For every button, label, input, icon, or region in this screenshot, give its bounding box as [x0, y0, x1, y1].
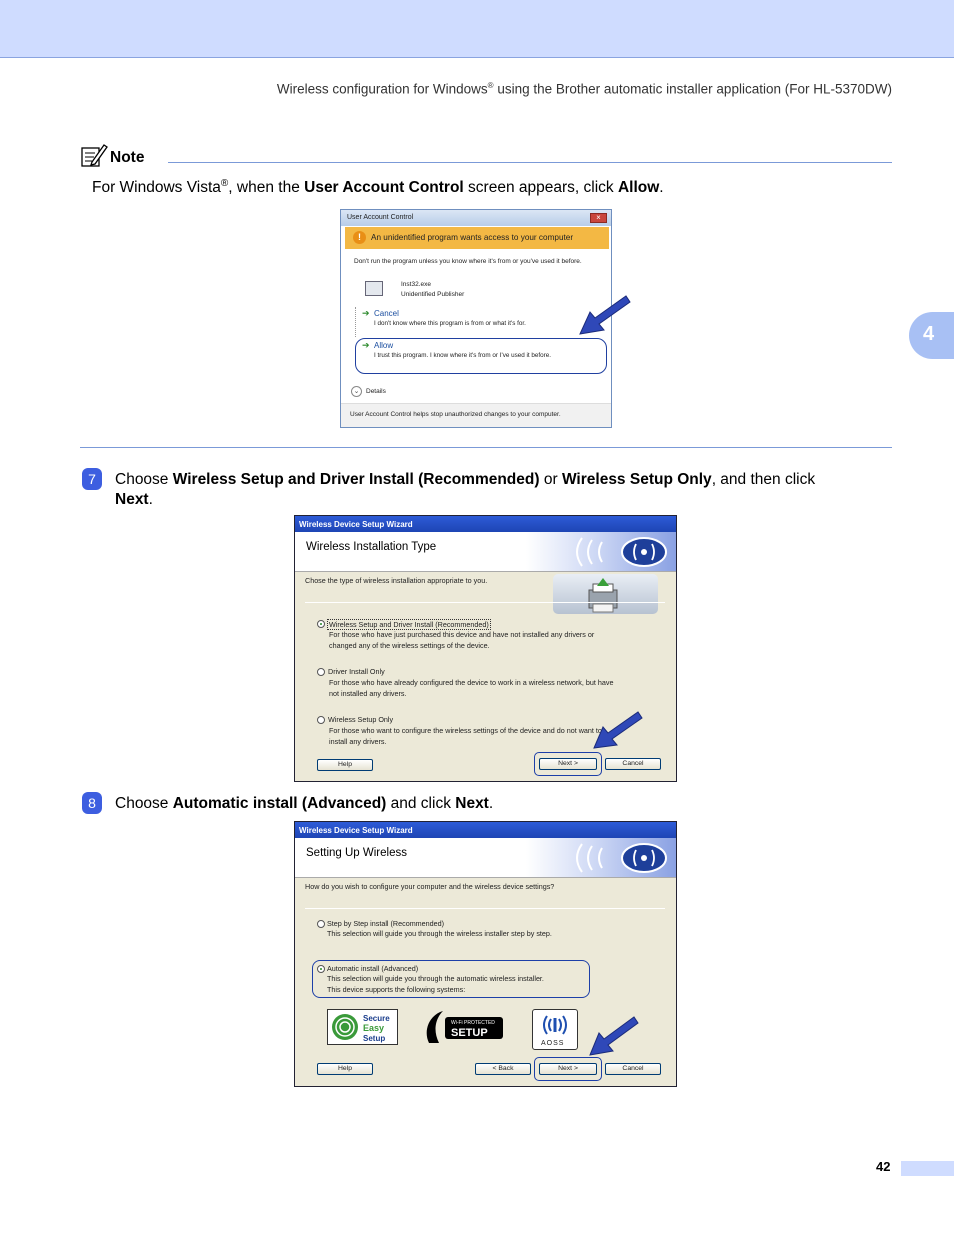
step-8-text: Choose Automatic install (Advanced) and click Next.	[115, 795, 494, 812]
cancel-button[interactable]: Cancel	[605, 758, 661, 770]
program-name: Inst32.exe	[401, 281, 431, 288]
note-end-divider	[80, 447, 892, 448]
uac-footer	[341, 403, 611, 427]
uac-cancel-option[interactable]	[355, 307, 607, 337]
wireless-signal-icon	[552, 840, 672, 876]
wizard-titlebar	[295, 822, 676, 838]
printer-install-icon	[553, 574, 658, 614]
uac-warning-banner	[345, 227, 609, 249]
note-text: For Windows Vista®, when the User Account Control screen appears, click Allow.	[92, 178, 664, 197]
uac-cancel-label: Cancel	[374, 309, 399, 318]
wizard-heading: Setting Up Wireless	[306, 847, 407, 859]
step-7-badge: 7	[82, 468, 102, 490]
ses-logo-text-3: Setup	[363, 1034, 386, 1043]
arrow-right-icon: ➔	[362, 340, 370, 350]
radio-automatic-install[interactable]	[317, 965, 325, 973]
wizard-titlebar	[295, 516, 676, 532]
top-header-band	[0, 0, 954, 58]
next-button[interactable]: Next >	[539, 1063, 597, 1075]
uac-titlebar	[341, 210, 611, 226]
option-automatic-install-label[interactable]: Automatic install (Advanced)	[327, 964, 419, 973]
option-desc: This selection will guide you through the wireless installer step by step.	[327, 929, 552, 938]
note-divider	[168, 162, 892, 163]
option-wireless-setup-only-label[interactable]: Wireless Setup Only	[328, 715, 394, 724]
uac-allow-label: Allow	[374, 341, 394, 350]
page-number: 42	[876, 1159, 891, 1174]
uac-details-toggle[interactable]: Details	[366, 388, 386, 395]
pointer-arrow-icon	[588, 1015, 640, 1057]
uac-warning-text: Don't run the program unless you know where it's from or you've used it before.	[354, 258, 582, 265]
step-8-badge: 8	[82, 792, 102, 814]
radio-wireless-setup-and-driver[interactable]	[317, 620, 325, 628]
wizard-question: Chose the type of wireless installation appropriate to you.	[305, 576, 488, 585]
wps-logo-text-2: SETUP	[451, 1027, 488, 1039]
radio-driver-install-only[interactable]	[317, 668, 325, 676]
program-icon	[365, 281, 383, 296]
back-button[interactable]: < Back	[475, 1063, 531, 1075]
uac-close-button[interactable]: ×	[590, 213, 607, 223]
uac-cancel-desc: I don't know where this program is from or what it's for.	[374, 320, 526, 327]
wizard-divider	[305, 602, 665, 603]
pointer-arrow-icon	[578, 294, 632, 336]
arrow-right-icon: ➔	[362, 308, 370, 318]
option-desc: For those who have already configured the device to work in a wireless network, but have not installed any drivers.	[329, 678, 614, 698]
uac-title: User Account Control	[347, 214, 414, 221]
aoss-logo-text: AOSS	[541, 1040, 565, 1047]
wizard-header	[295, 532, 676, 572]
note-label: Note	[110, 149, 145, 166]
option-desc: For those who have just purchased this device and have not installed any drivers or changed any of the wireless settings of the device.	[329, 630, 595, 650]
option-driver-install-only-label[interactable]: Driver Install Only	[328, 667, 385, 676]
secure-easy-setup-logo	[327, 1009, 398, 1045]
uac-allow-desc: I trust this program. I know where it's from or I've used it before.	[374, 352, 552, 359]
pointer-arrow-icon	[592, 710, 644, 750]
option-wireless-setup-and-driver-label[interactable]: Wireless Setup and Driver Install (Recommended)	[329, 620, 489, 629]
wireless-signal-icon	[552, 534, 672, 570]
option-step-by-step-label[interactable]: Step by Step install (Recommended)	[327, 919, 445, 928]
ses-logo-text-1: Secure	[363, 1014, 390, 1023]
wizard-divider	[305, 908, 665, 909]
help-button[interactable]: Help	[317, 759, 373, 771]
wizard-heading: Wireless Installation Type	[306, 541, 437, 553]
next-button[interactable]: Next >	[539, 758, 597, 770]
radio-wireless-setup-only[interactable]	[317, 716, 325, 724]
radio-step-by-step-install[interactable]	[317, 920, 325, 928]
wizard-title: Wireless Device Setup Wizard	[299, 826, 413, 835]
wizard-question: How do you wish to configure your computer and the wireless device settings?	[305, 882, 555, 891]
chevron-down-icon[interactable]: ⌄	[351, 386, 362, 397]
step-7-text: Choose Wireless Setup and Driver Install (Recommended) or Wireless Setup Only, and then click Next.	[115, 471, 816, 508]
chapter-tab	[909, 312, 954, 359]
uac-footer-text: User Account Control helps stop unauthorized changes to your computer.	[350, 411, 561, 418]
program-publisher: Unidentified Publisher	[401, 291, 465, 298]
warning-shield-icon: !	[353, 231, 366, 244]
uac-banner-text: An unidentified program wants access to your computer	[371, 233, 574, 242]
note-pencil-icon	[80, 142, 108, 168]
option-desc: For those who want to configure the wireless settings of the device and do not want to install any drivers.	[329, 726, 602, 746]
help-button[interactable]: Help	[317, 1063, 373, 1075]
uac-allow-option[interactable]	[355, 338, 607, 374]
chapter-number: 4	[923, 323, 935, 345]
wizard-header	[295, 838, 676, 878]
wps-logo-text-1: Wi-Fi PROTECTED	[451, 1020, 495, 1026]
ses-logo-text-2: Easy	[363, 1023, 385, 1033]
option-desc: This selection will guide you through the automatic wireless installer. This device supports the following systems:	[327, 974, 544, 994]
wizard-title: Wireless Device Setup Wizard	[299, 520, 413, 529]
page-number-band	[901, 1161, 954, 1176]
running-header: Wireless configuration for Windows® using the Brother automatic installer application (For HL-5370DW)	[276, 81, 892, 97]
uac-dialog	[340, 209, 612, 428]
cancel-button[interactable]: Cancel	[605, 1063, 661, 1075]
aoss-logo	[532, 1009, 578, 1050]
wifi-protected-setup-logo	[423, 1009, 505, 1045]
